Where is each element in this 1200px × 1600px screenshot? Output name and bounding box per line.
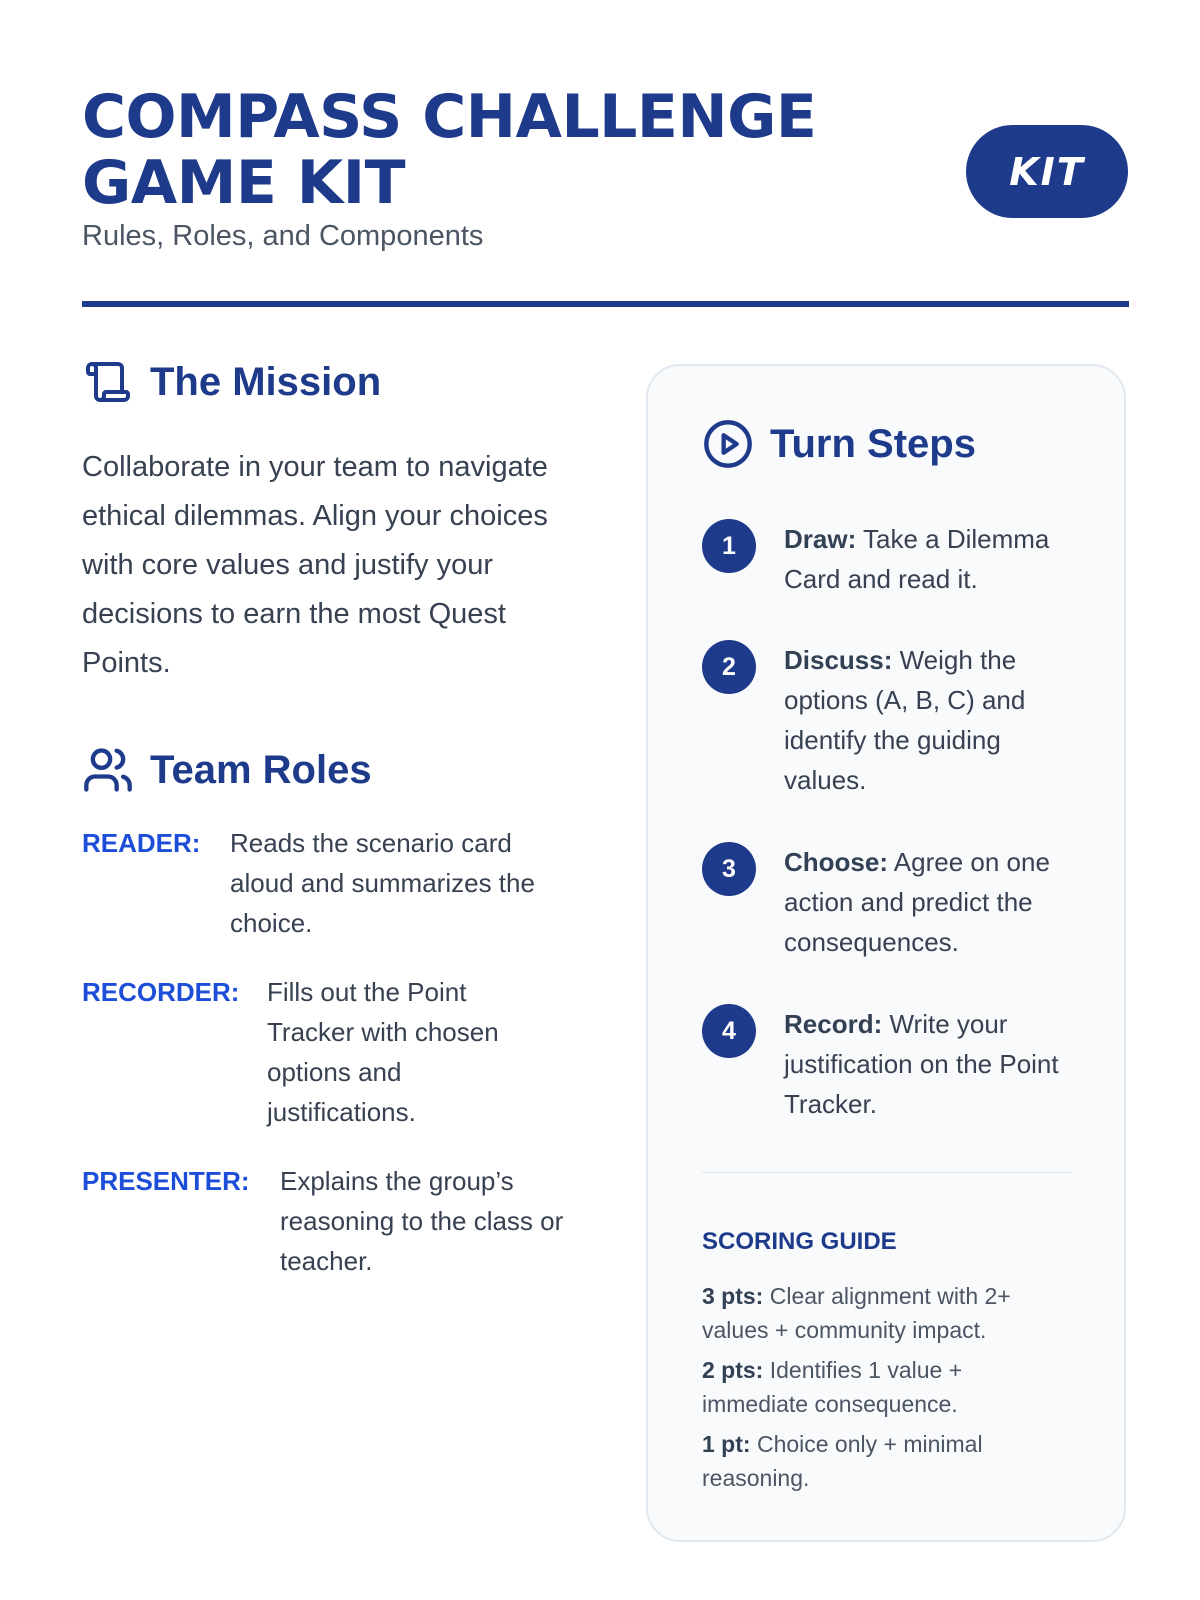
turn-steps-heading-label: Turn Steps: [770, 421, 976, 466]
role-presenter: [82, 1161, 602, 1281]
scoring-guide-title: SCORING GUIDE: [702, 1228, 897, 1255]
step-text: [784, 519, 1084, 599]
step-number: 3: [702, 842, 756, 896]
turn-steps-heading: [702, 418, 976, 470]
mission-heading: [82, 358, 381, 406]
turn-step: [702, 640, 1092, 800]
role-description: Explains the group’s reasoning to the class or teacher.: [280, 1166, 564, 1276]
step-text: [784, 842, 1084, 962]
turn-step: [702, 842, 1092, 962]
turn-step: [702, 519, 1092, 599]
title-line-2: GAME KIT: [82, 148, 406, 218]
step-description: Write your justification on the Point Tracker.: [784, 1009, 1059, 1119]
step-text: [784, 640, 1084, 800]
scoring-points: 3 pts:: [702, 1283, 764, 1309]
role-description: Fills out the Point Tracker with chosen options and justifications.: [267, 977, 499, 1127]
title-line-1: COMPASS CHALLENGE: [82, 82, 817, 152]
step-description: Weigh the options (A, B, C) and identify the guiding values.: [784, 645, 1026, 795]
role-name: PRESENTER:: [82, 1166, 250, 1196]
role-description: Reads the scenario card aloud and summarizes the choice.: [230, 828, 535, 938]
role-name: READER:: [82, 828, 201, 858]
card-divider: [702, 1172, 1072, 1173]
step-lead: Choose:: [784, 847, 888, 877]
scoring-description: Clear alignment with 2+ values + community impact.: [702, 1283, 1011, 1343]
step-number: 4: [702, 1004, 756, 1058]
scoring-item: [702, 1279, 1042, 1347]
role-name: RECORDER:: [82, 977, 240, 1007]
step-lead: Draw:: [784, 524, 857, 554]
header-divider: [82, 301, 1129, 307]
mission-heading-label: The Mission: [150, 359, 382, 404]
page-subtitle: Rules, Roles, and Components: [82, 220, 484, 252]
users-icon: [82, 744, 134, 796]
scoring-points: 2 pts:: [702, 1357, 764, 1383]
scoring-points: 1 pt:: [702, 1431, 751, 1457]
step-lead: Record:: [784, 1009, 883, 1039]
step-description: Agree on one action and predict the consequences.: [784, 847, 1050, 957]
roles-heading: [82, 744, 372, 796]
scoring-description: Identifies 1 value + immediate consequence.: [702, 1357, 963, 1417]
scoring-description: Choice only + minimal reasoning.: [702, 1431, 983, 1491]
role-recorder: [82, 972, 602, 1132]
roles-heading-label: Team Roles: [150, 747, 372, 792]
step-number: 2: [702, 640, 756, 694]
kit-badge: KIT: [966, 125, 1128, 218]
play-circle-icon: [702, 418, 754, 470]
role-reader: [82, 823, 602, 943]
step-description: Take a Dilemma Card and read it.: [784, 524, 1050, 594]
step-number: 1: [702, 519, 756, 573]
mission-body: Collaborate in your team to navigate ethical dilemmas. Align your choices with core values and justify your decisions to earn the most Quest Points.: [82, 451, 548, 679]
turn-step: [702, 1004, 1092, 1124]
scoring-item: [702, 1353, 1042, 1421]
scoring-item: [702, 1427, 1042, 1495]
page-title: [82, 84, 902, 216]
scroll-icon: [82, 358, 134, 406]
step-text: [784, 1004, 1084, 1124]
step-lead: Discuss:: [784, 645, 893, 675]
